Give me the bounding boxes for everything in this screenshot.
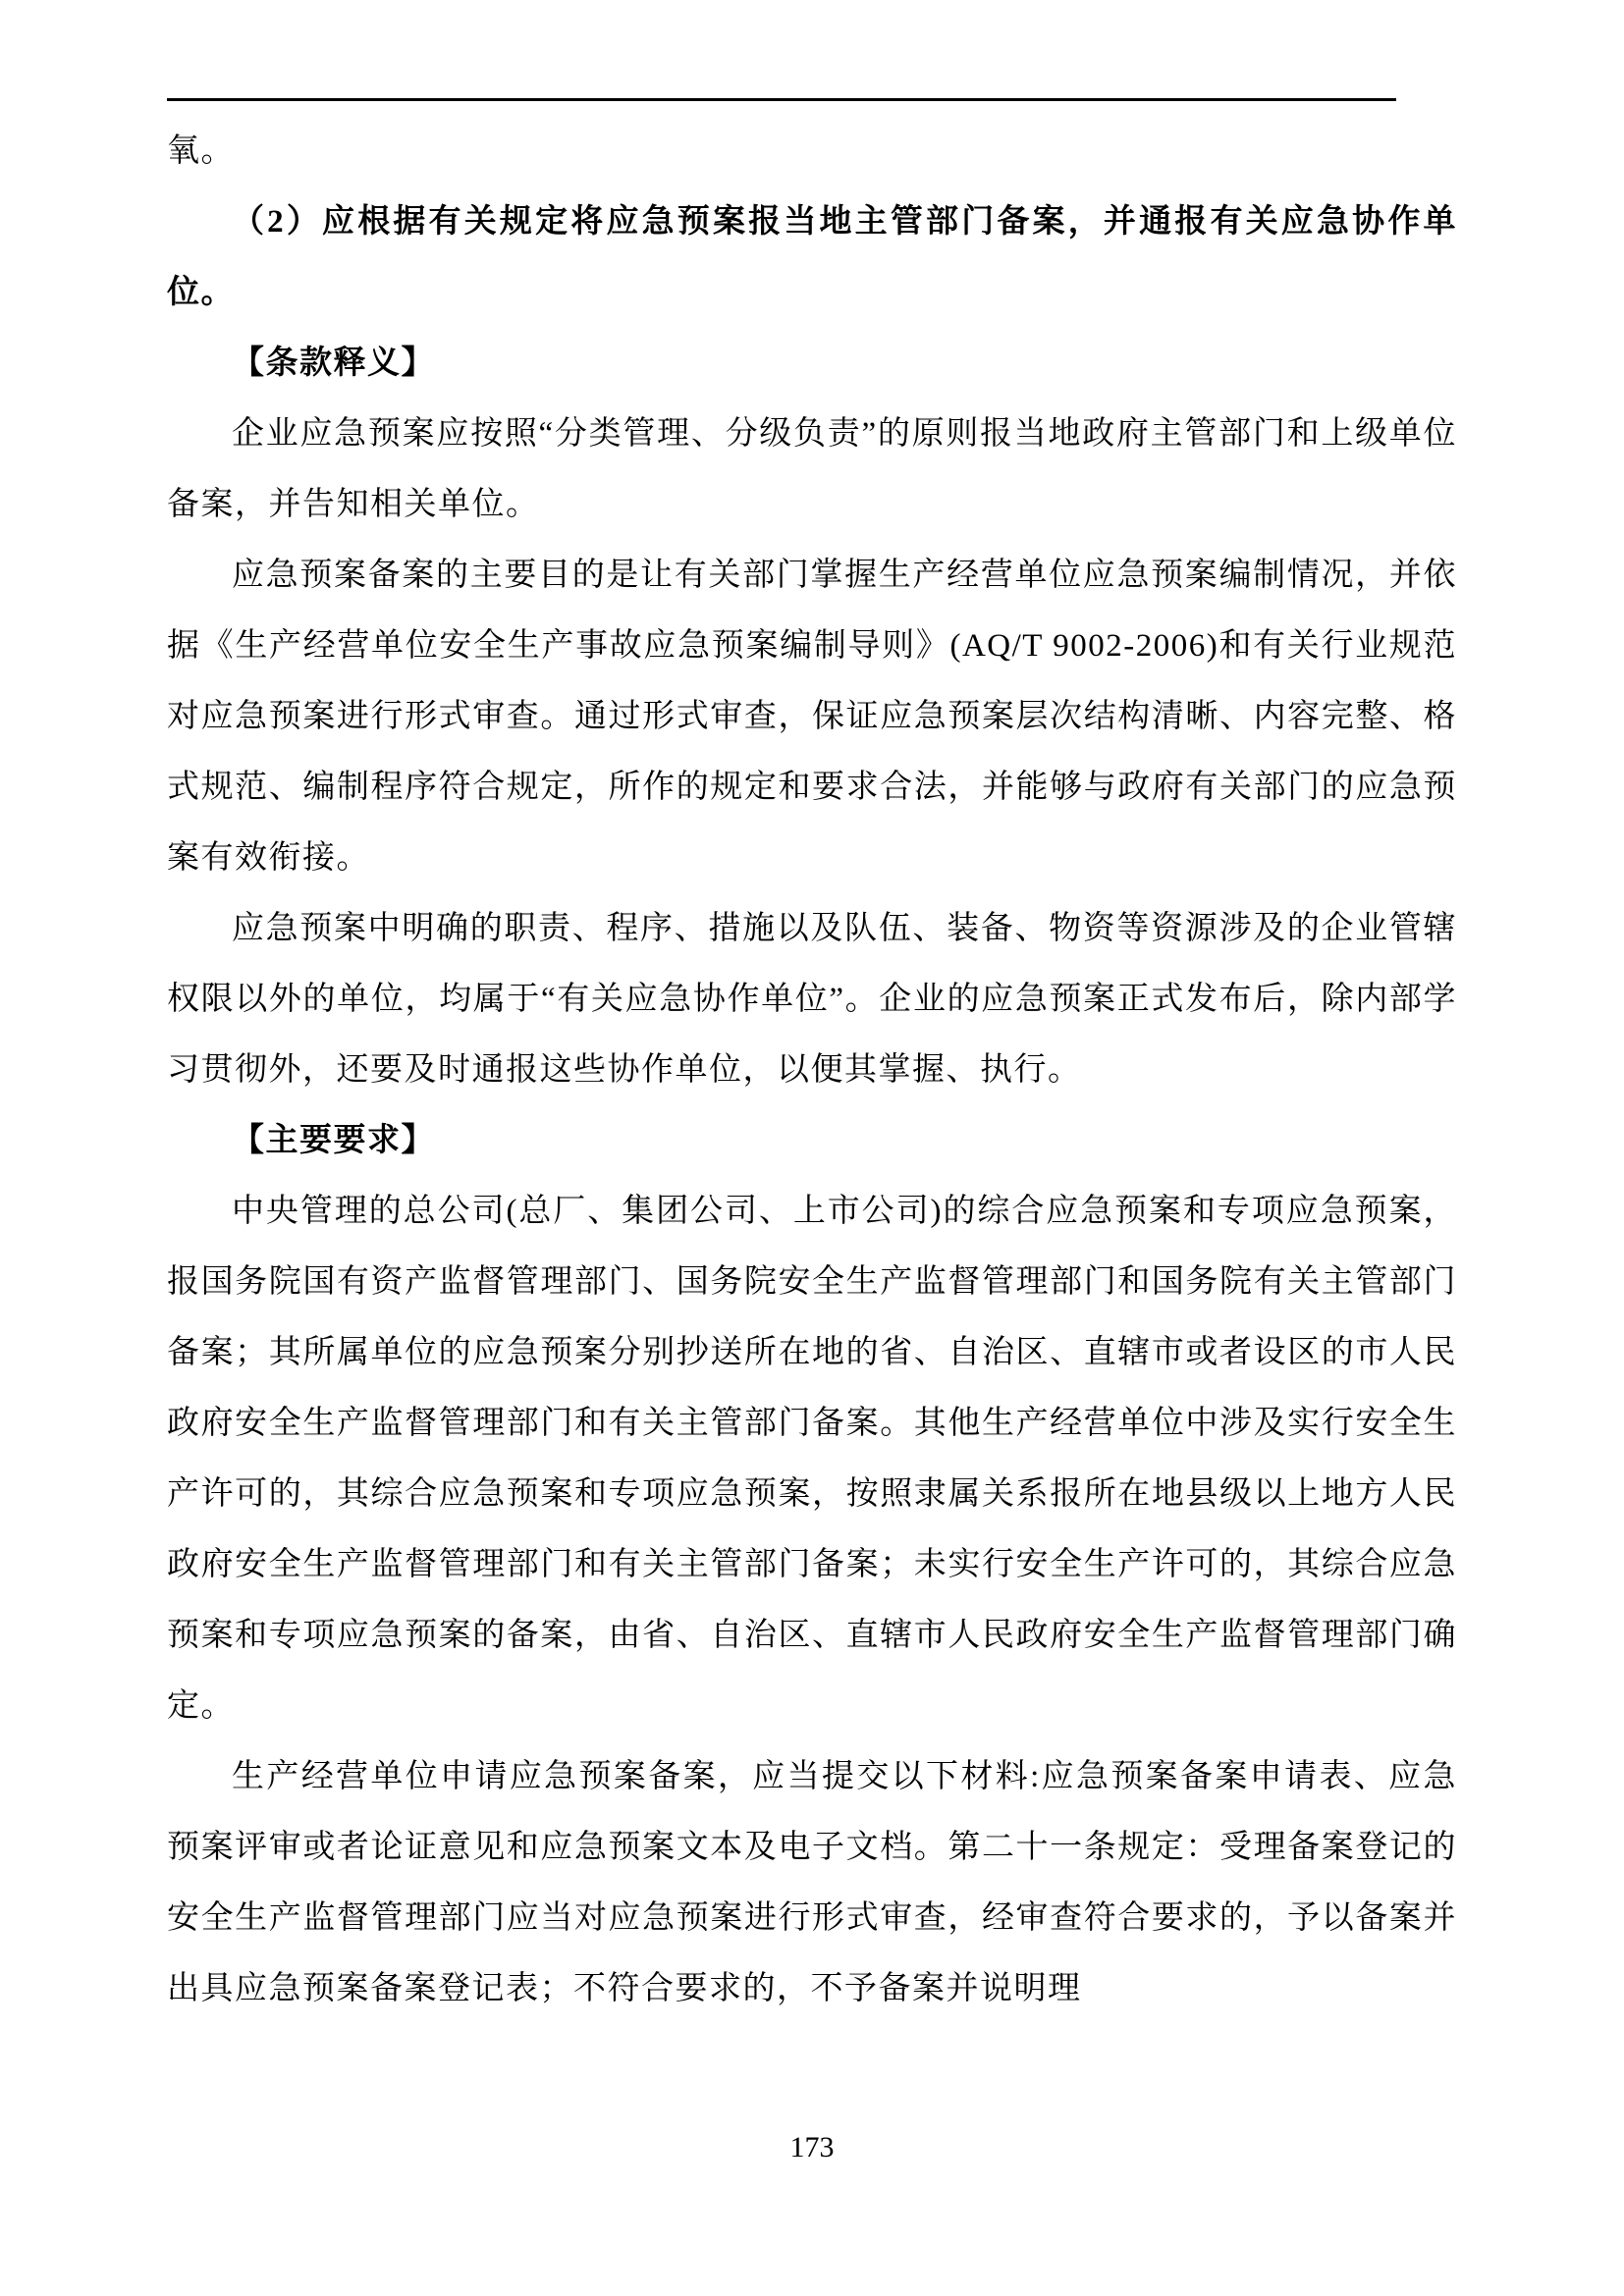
header-rule bbox=[167, 98, 1396, 101]
paragraph-cooperation-units: 应急预案中明确的职责、程序、措施以及队伍、装备、物资等资源涉及的企业管辖权限以外的单位，均属于“有关应急协作单位”。企业的应急预案正式发布后，除内部学习贯彻外，还要及时通报这些协作单位，以便其掌握、执行。 bbox=[167, 911, 1457, 1088]
heading-clause-interpretation: 【条款释义】 bbox=[232, 346, 435, 381]
page-number: 173 bbox=[789, 2131, 835, 2163]
paragraph-filing-purpose: 应急预案备案的主要目的是让有关部门掌握生产经营单位应急预案编制情况，并依据《生产经营单位安全生产事故应急预案编制导则》(AQ/T 9002-2006)和有关行业规范对应急预案进行形式审查。通过形式审查，保证应急预案层次结构清晰、内容完整、格式规范、编制程序符合规定，所作的规定和要求合法，并能够与政府有关部门的应急预案有效衔接。 bbox=[167, 558, 1457, 876]
heading-main-requirements: 【主要要求】 bbox=[232, 1123, 435, 1158]
document-body bbox=[167, 116, 1457, 2024]
paragraph-continuation: 氧。 bbox=[167, 133, 235, 169]
paragraph-filing-materials: 生产经营单位申请应急预案备案，应当提交以下材料:应急预案备案申请表、应急预案评审或者论证意见和应急预案文本及电子文档。第二十一条规定：受理备案登记的安全生产监督管理部门应当对应急预案进行形式审查，经审查符合要求的，予以备案并出具应急预案备案登记表；不符合要求的，不予备案并说明理 bbox=[167, 1759, 1457, 2006]
paragraph-central-companies-filing: 中央管理的总公司(总厂、集团公司、上市公司)的综合应急预案和专项应急预案，报国务院国有资产监督管理部门、国务院安全生产监督管理部门和国务院有关主管部门备案；其所属单位的应急预案分别抄送所在地的省、自治区、直辖市或者设区的市人民政府安全生产监督管理部门和有关主管部门备案。其他生产经营单位中涉及实行安全生产许可的，其综合应急预案和专项应急预案，按照隶属关系报所在地县级以上地方人民政府安全生产监督管理部门和有关主管部门备案；未实行安全生产许可的，其综合应急预案和专项应急预案的备案，由省、自治区、直辖市人民政府安全生产监督管理部门确定。 bbox=[167, 1194, 1457, 1724]
paragraph-item-2: （2）应根据有关规定将应急预案报当地主管部门备案，并通报有关应急协作单位。 bbox=[167, 204, 1457, 310]
paragraph-filing-principle: 企业应急预案应按照“分类管理、分级负责”的原则报当地政府主管部门和上级单位备案，并告知相关单位。 bbox=[167, 416, 1457, 522]
